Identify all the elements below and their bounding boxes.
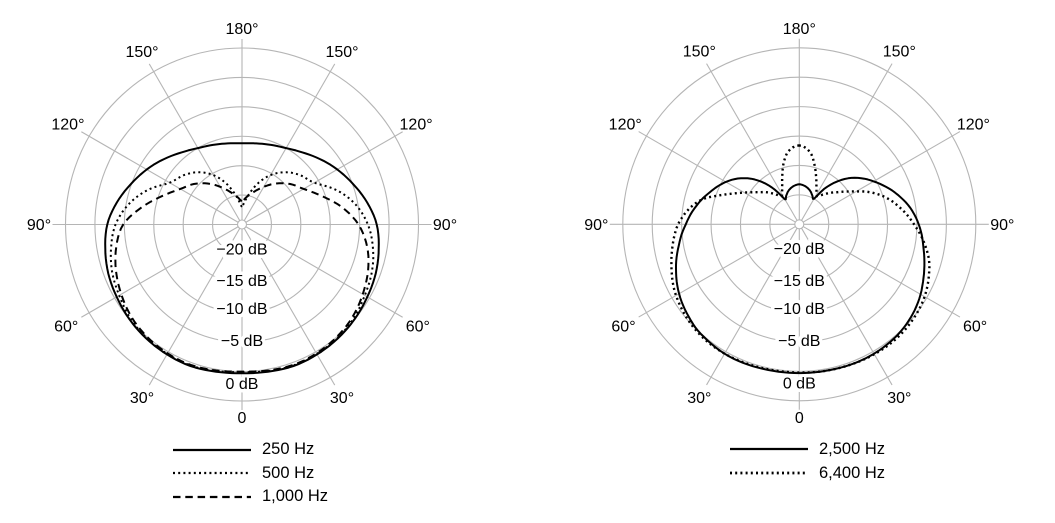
legend-label: 500 Hz: [262, 463, 315, 482]
legend-line-dashed: [173, 491, 251, 503]
legend-label: 2,500 Hz: [819, 439, 886, 458]
angle-tick-label: 150°: [682, 43, 716, 61]
db-tick-label: −10 dB: [773, 300, 825, 318]
angle-tick-label: 120°: [399, 116, 433, 134]
legend-item: [730, 437, 885, 461]
legend-item: [173, 485, 328, 509]
legend-label: 1,000 Hz: [262, 487, 329, 506]
legend-item: [730, 461, 885, 485]
angle-tick-label: 120°: [956, 116, 990, 134]
db-tick-label: −20 dB: [216, 241, 268, 259]
angle-tick-label: 180°: [782, 20, 816, 38]
angle-tick-label: 90°: [432, 217, 458, 234]
angle-tick-label: 30°: [687, 390, 712, 408]
db-tick-label: −5 dB: [220, 332, 264, 350]
grid-hub-circle: [795, 220, 804, 229]
angle-tick-label: 150°: [125, 43, 159, 61]
angle-tick-label: 150°: [882, 43, 916, 61]
db-tick-label: −10 dB: [216, 301, 268, 319]
angle-tick-label: 150°: [325, 43, 359, 61]
db-tick-label: −20 dB: [773, 241, 825, 259]
angle-tick-label: 60°: [963, 318, 988, 336]
legend-line-dotted: [730, 467, 808, 479]
angle-tick-label: 0: [237, 410, 247, 427]
legend-item: [173, 462, 328, 486]
angle-tick-label: 120°: [608, 116, 642, 134]
legend-label: 250 Hz: [262, 440, 315, 459]
angle-tick-label: 30°: [329, 390, 355, 408]
angle-tick-label: 90°: [584, 216, 609, 234]
angle-tick-label: 30°: [887, 390, 912, 408]
legend-left: [173, 438, 328, 509]
legend-item: [173, 438, 328, 462]
grid-hub-circle: [238, 220, 247, 229]
angle-tick-label: 180°: [225, 21, 259, 38]
angle-tick-label: 90°: [26, 217, 52, 234]
angle-tick-label: 120°: [51, 116, 85, 134]
angle-tick-label: 0: [794, 409, 804, 427]
legend-line-dotted: [173, 467, 251, 479]
angle-tick-label: 90°: [990, 216, 1015, 234]
db-tick-label: −15 dB: [216, 272, 268, 290]
legend-right: [730, 437, 885, 485]
angle-tick-label: 30°: [129, 390, 155, 408]
angle-tick-label: 60°: [54, 318, 79, 336]
legend-line-solid: [173, 444, 251, 456]
angle-tick-label: 60°: [405, 318, 430, 336]
angle-tick-label: 60°: [611, 318, 636, 336]
db-tick-label: 0 dB: [782, 375, 816, 393]
db-tick-label: 0 dB: [225, 375, 259, 393]
db-tick-label: −15 dB: [773, 272, 825, 290]
legend-line-solid: [730, 443, 808, 455]
legend-label: 6,400 Hz: [819, 463, 886, 482]
db-tick-label: −5 dB: [778, 332, 821, 350]
